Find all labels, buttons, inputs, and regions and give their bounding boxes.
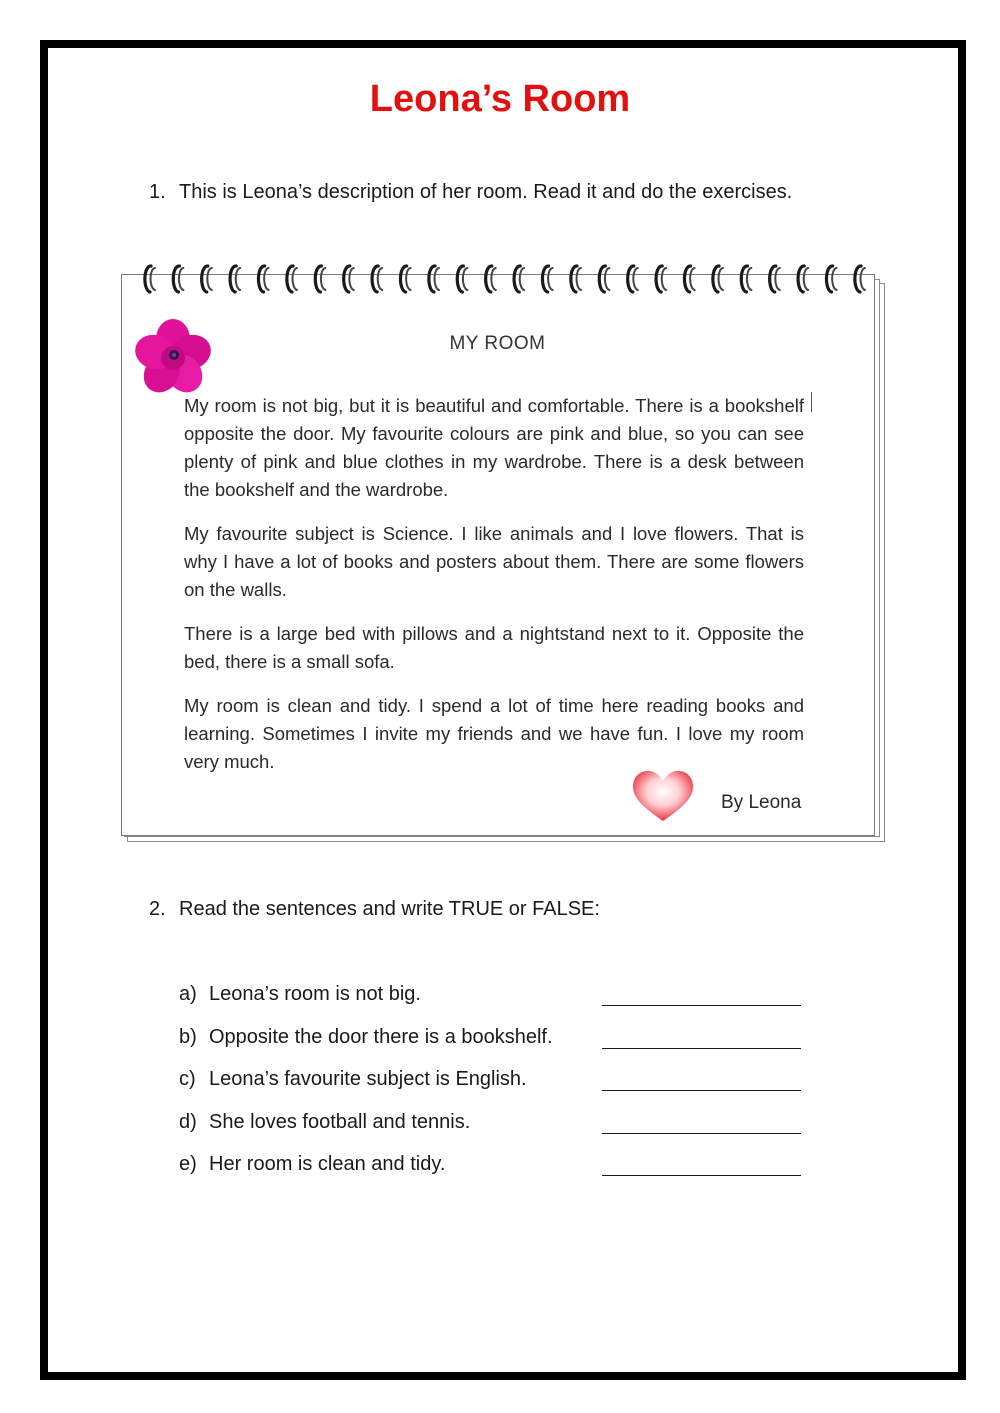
item-letter: d)	[179, 1110, 197, 1133]
spiral-ring	[202, 266, 212, 292]
spiral-ring	[287, 266, 297, 292]
spiral-ring	[173, 266, 183, 292]
item-statement: Leona’s favourite subject is English.	[209, 1068, 527, 1090]
true-false-list	[179, 983, 819, 1196]
list-item	[179, 1068, 819, 1111]
paragraph: There is a large bed with pillows and a nightstand next to it. Opposite the bed, there is a small sofa.	[184, 623, 804, 672]
question-1-number: 1.	[149, 181, 166, 203]
item-letter: c)	[179, 1068, 196, 1090]
question-1-text: This is Leona’s description of her room. Read it and do the exercises.	[179, 181, 793, 203]
answer-blank[interactable]	[602, 1133, 801, 1134]
signature: By Leona	[721, 792, 802, 813]
spiral-ring	[315, 266, 325, 292]
item-letter: b)	[179, 1025, 197, 1048]
spiral-ring	[684, 266, 694, 292]
spiral-ring	[486, 266, 496, 292]
flower-icon	[132, 318, 214, 398]
spiral-ring	[571, 266, 581, 292]
spiral-ring	[344, 266, 354, 292]
list-item	[179, 1153, 819, 1196]
answer-blank[interactable]	[602, 1090, 801, 1091]
question-2	[149, 898, 600, 921]
spiral-ring	[713, 266, 723, 292]
answer-blank[interactable]	[602, 1005, 801, 1006]
question-1	[149, 181, 792, 204]
answer-blank[interactable]	[602, 1048, 801, 1049]
spiral-ring	[741, 266, 751, 292]
spiral-ring	[855, 266, 865, 292]
spiral-ring	[230, 266, 240, 292]
spiral-ring	[656, 266, 666, 292]
paragraph: My room is clean and tidy. I spend a lot of time here reading books and learning. Sometimes I invite my friends and we have fun. I love my room very much.	[184, 695, 804, 772]
spiral-ring	[457, 266, 467, 292]
item-statement: Leona’s room is not big.	[209, 983, 421, 1005]
answer-blank[interactable]	[602, 1175, 801, 1176]
spiral-ring	[542, 266, 552, 292]
spiral-ring	[628, 266, 638, 292]
spiral-ring	[798, 266, 808, 292]
paragraph: My room is not big, but it is beautiful and comfortable. There is a bookshelf opposite the door. My favourite colours are pink and blue, so you can see plenty of pink and blue clothes in my wardrobe. There is a desk between the bookshelf and the wardrobe.	[184, 395, 804, 500]
spiral-ring	[514, 266, 524, 292]
item-letter: a)	[179, 983, 197, 1005]
spiral-ring	[372, 266, 382, 292]
spiral-ring	[599, 266, 609, 292]
spiral-ring	[258, 266, 268, 292]
notebook-text	[184, 392, 804, 792]
item-statement: She loves football and tennis.	[209, 1110, 471, 1133]
spiral-ring	[770, 266, 780, 292]
list-item	[179, 1111, 819, 1154]
spiral-binding-icon	[140, 260, 870, 300]
paragraph: My favourite subject is Science. I like animals and I love flowers. That is why I have a lot of books and posters about them. There are some flowers on the walls.	[184, 523, 804, 600]
spiral-ring	[145, 266, 155, 292]
question-2-text: Read the sentences and write TRUE or FALSE:	[179, 898, 600, 920]
item-statement: Opposite the door there is a bookshelf.	[209, 1025, 553, 1048]
item-letter: e)	[179, 1153, 197, 1175]
text-cursor-mark	[811, 392, 812, 412]
heart-icon	[630, 768, 696, 824]
item-statement: Her room is clean and tidy.	[209, 1153, 446, 1175]
spiral-ring	[400, 266, 410, 292]
spiral-ring	[826, 266, 836, 292]
list-item	[179, 1026, 819, 1069]
page-title: Leona’s Room	[369, 78, 631, 120]
notebook-heading: MY ROOM	[449, 333, 546, 354]
question-2-number: 2.	[149, 898, 166, 920]
spiral-ring	[429, 266, 439, 292]
list-item	[179, 983, 819, 1026]
